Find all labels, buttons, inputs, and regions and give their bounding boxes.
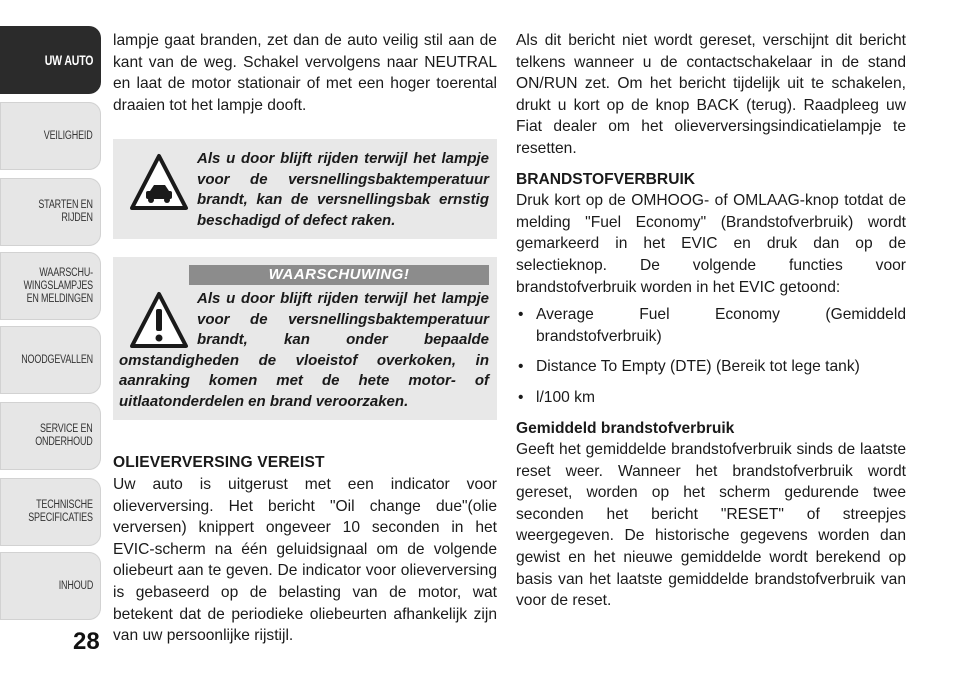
tab-label: NOODGEVALLEN: [21, 353, 93, 366]
page-number: 28: [73, 628, 100, 655]
function-list: [516, 304, 906, 408]
list-item: • Distance To Empty (DTE) (Bereik tot lege tank): [516, 356, 906, 378]
tab-uw-auto[interactable]: [0, 26, 101, 94]
tab-label: TECHNISCHE SPECIFICATIES: [28, 499, 93, 524]
warning-heading: WAARSCHUWING!: [189, 265, 489, 285]
tab-label: UW AUTO: [44, 52, 93, 68]
car-warning-icon: [129, 153, 189, 211]
left-column: [113, 30, 497, 647]
caution-text: Als u door blijft rijden terwijl het lampje voor de versnellingsbaktemperatuur brandt, kan de versnellingsbak ernstig beschadigd of defect raken.: [197, 150, 489, 229]
caution-box: [113, 139, 497, 239]
list-item: • l/100 km: [516, 387, 906, 409]
warning-box: [113, 257, 497, 420]
gemiddeld-paragraph: Geeft het gemiddelde brandstofverbruik sinds de laatste reset weer. Wanneer het brandstofverbruik wordt gereset, worden op het scherm gedurende twee seconden het bericht "RESET" of streepjes weergegeven. De historische gegevens worden dan gewist en het nieuwe gemiddelde wordt berekend op basis van het laatste gemiddelde brandstofverbruik van voor de reset.: [516, 441, 906, 610]
tab-inhoud[interactable]: [0, 552, 101, 620]
right-column: [516, 30, 906, 612]
warning-text: Als u door blijft rijden terwijl het lampje voor de versnellingsbaktemperatuur brandt, kan onder bepaalde omstandigheden de vloeistof overkoken, in aanraking komen met de hete motor- of uitlaatonderdelen en brand veroorzaken.: [119, 290, 489, 410]
tab-technische-specificaties[interactable]: [0, 478, 101, 546]
heading-gemiddeld-brandstofverbruik: Gemiddeld brandstofverbruik: [516, 419, 735, 437]
left-intro-paragraph: lampje gaat branden, zet dan de auto veilig stil aan de kant van de weg. Schakel vervolgens naar NEUTRAL en laat de motor stationair of met een hoger toerental draaien tot het lampje dooft.: [113, 32, 497, 114]
list-item: • Average Fuel Economy (Gemiddeld brandstofverbruik): [516, 304, 906, 347]
brandstofverbruik-paragraph: Druk kort op de OMHOOG- of OMLAAG-knop totdat de melding "Fuel Economy" (Brandstofverbruik) wordt gemarkeerd in het EVIC en druk dan op de selectieknop. De volgende functies voor brandstofverbruik worden in het EVIC getoond:: [516, 192, 906, 296]
exclamation-warning-icon: [129, 291, 189, 349]
tab-label: SERVICE EN ONDERHOUD: [35, 423, 93, 448]
heading-brandstofverbruik: BRANDSTOFVERBRUIK: [516, 170, 696, 188]
tab-veiligheid[interactable]: [0, 102, 101, 170]
tab-label: INHOUD: [58, 579, 93, 592]
tab-service-en-onderhoud[interactable]: [0, 402, 101, 470]
tab-label: STARTEN EN RIJDEN: [38, 199, 93, 224]
right-intro-paragraph: Als dit bericht niet wordt gereset, verschijnt dit bericht telkens wanneer u de contactschakelaar in de stand ON/RUN zet. Om het bericht tijdelijk uit te schakelen, drukt u kort op de knop BACK (terug). Raadpleeg uw Fiat dealer om het olieverversingsindicatielampje te resetten.: [516, 32, 906, 157]
olieverversing-paragraph: Uw auto is uitgerust met een indicator voor olieverversing. Het bericht "Oil change due"(olie verversen) knippert ongeveer 10 seconden in het EVIC-scherm na één geluidsignaal om de volgende oliebeurt aan te geven. De indicator voor olieverversing is gebaseerd op de belasting van de motor, wat betekent dat de periodieke oliebeurten afhankelijk zijn van uw persoonlijke rijstijl.: [113, 475, 497, 645]
tab-starten-en-rijden[interactable]: [0, 178, 101, 246]
tab-waarschuwingslampjes[interactable]: [0, 252, 101, 320]
tab-label: WAARSCHU- WINGSLAMPJES EN MELDINGEN: [23, 266, 93, 305]
tab-noodgevallen[interactable]: [0, 326, 101, 394]
tab-label: VEILIGHEID: [44, 129, 93, 142]
heading-olieverversing: OLIEVERVERSING VEREIST: [113, 454, 325, 472]
